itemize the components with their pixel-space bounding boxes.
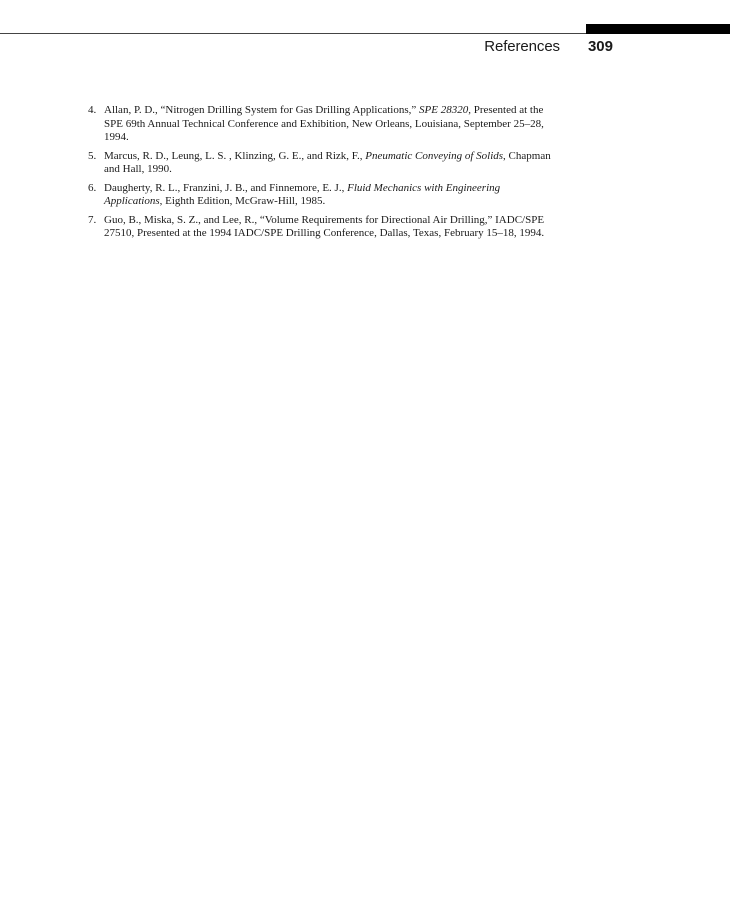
reference-text-part: Guo, B., Miska, S. Z., and Lee, R., “Volume Requirements for Directional Air Drilling,” IADC/SPE 27510, Presented at the 1994 IADC/SPE Drilling Conference, Dallas, Texas, February 15–18, 1994. xyxy=(104,213,545,239)
reference-italic-part: Fluid Mechanics with Engineering Applications xyxy=(104,181,501,207)
reference-text-part: , Eighth Edition, McGraw-Hill, 1985. xyxy=(159,195,326,207)
page-corner-tab xyxy=(586,24,730,34)
reference-text-part: Allan, P. D., “Nitrogen Drilling System for Gas Drilling Applications,” xyxy=(104,104,419,116)
reference-number: 6. xyxy=(88,181,97,194)
reference-number: 7. xyxy=(88,213,97,226)
reference-text xyxy=(104,214,558,241)
running-title: References xyxy=(484,38,560,55)
reference-item xyxy=(88,182,558,209)
reference-italic-part: SPE 28320 xyxy=(419,104,469,116)
running-head xyxy=(420,38,613,55)
page-number: 309 xyxy=(587,38,613,55)
reference-text xyxy=(104,104,558,145)
reference-number: 5. xyxy=(88,149,97,162)
reference-text-part: Daugherty, R. L., Franzini, J. B., and Finnemore, E. J., xyxy=(104,181,348,194)
reference-item xyxy=(88,214,558,241)
reference-text-part: , Chapman and Hall, 1990. xyxy=(104,149,551,175)
reference-number: 4. xyxy=(88,104,97,116)
reference-list xyxy=(88,104,558,246)
reference-item xyxy=(88,104,558,145)
reference-text xyxy=(104,182,558,209)
reference-italic-part: Pneumatic Conveying of Solids xyxy=(365,149,504,162)
reference-text-part: , Presented at the SPE 69th Annual Technical Conference and Exhibition, New Orleans, Louisiana, September 25–28, 1994. xyxy=(104,104,544,143)
reference-text xyxy=(104,150,558,177)
reference-item xyxy=(88,150,558,177)
reference-text-part: Marcus, R. D., Leung, L. S. , Klinzing, G. E., and Rizk, F., xyxy=(104,149,366,162)
